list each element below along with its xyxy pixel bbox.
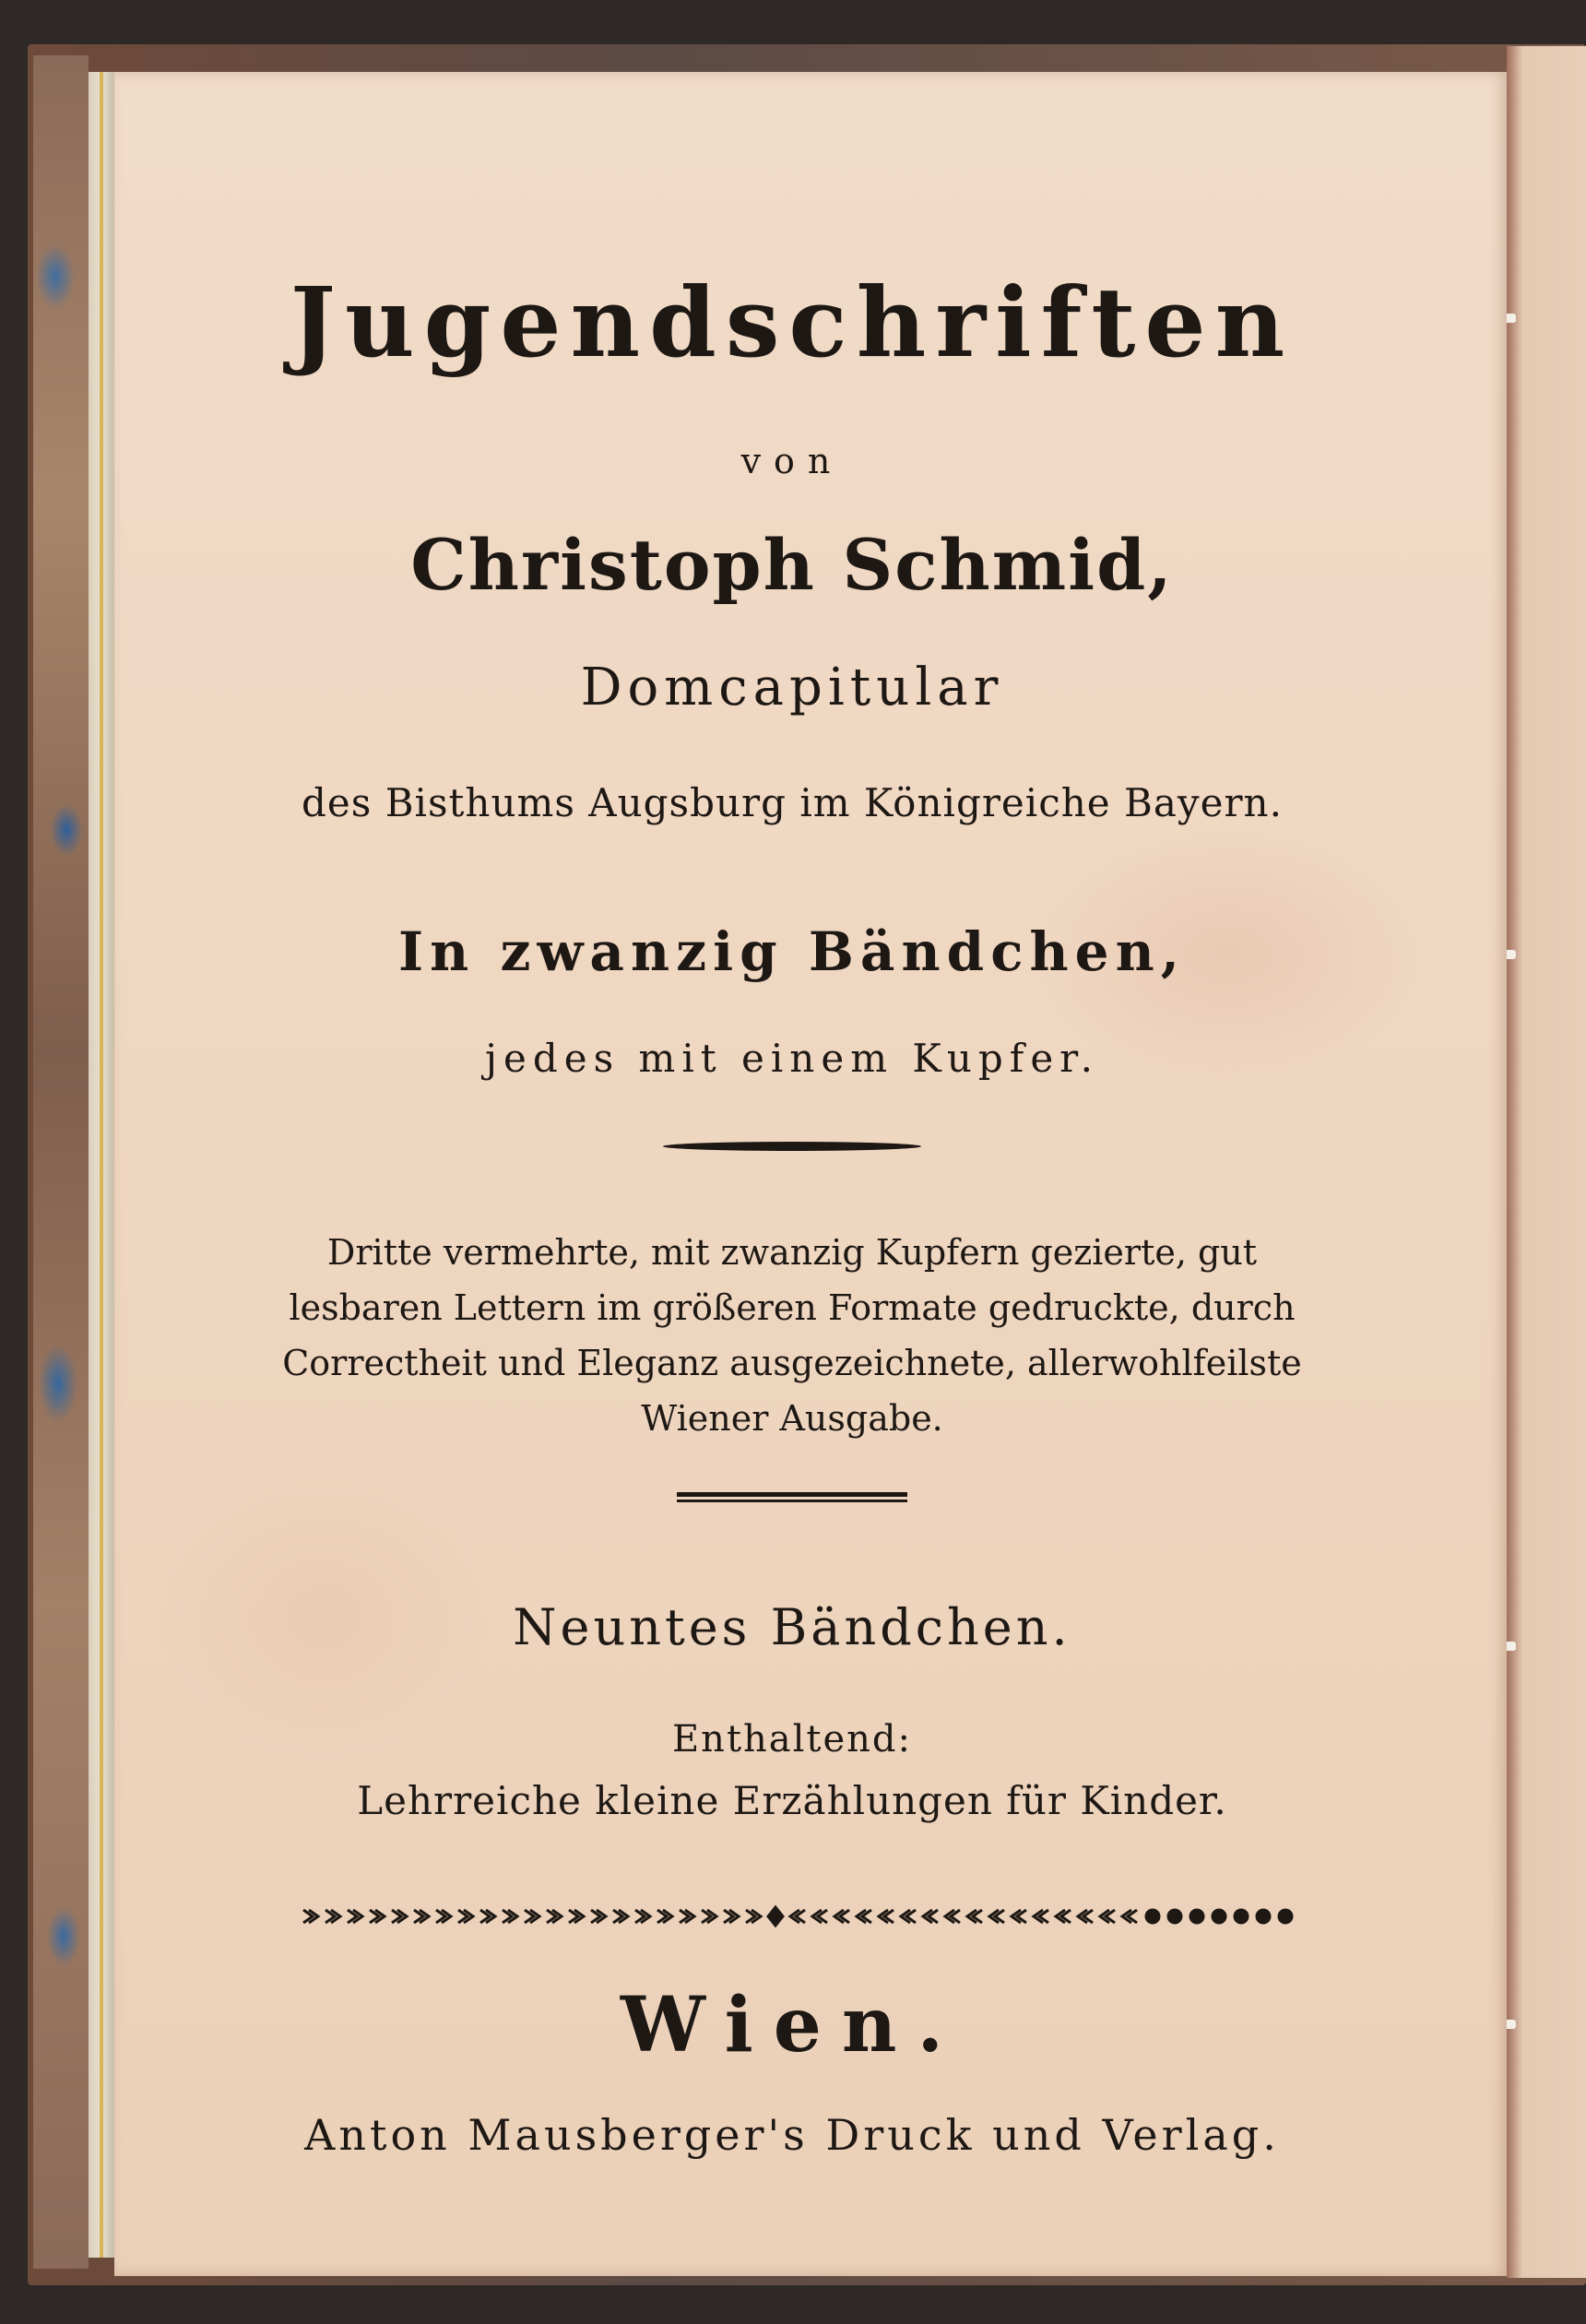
- ornament-glyph: [635, 1910, 650, 1923]
- author-diocese: des Bisthums Augsburg im Königreiche Bayern.: [302, 780, 1283, 825]
- marbled-cover-edge: [33, 55, 89, 2269]
- ornamental-rule: [663, 1142, 921, 1151]
- edition-line: Correctheit und Eleganz ausgezeichnete, allerwohlfeilste: [282, 1343, 1302, 1383]
- ornament-glyph: [348, 1910, 362, 1923]
- volume-label: Neuntes Bändchen.: [513, 1598, 1071, 1656]
- ornament-glyph: [1034, 1910, 1048, 1923]
- ornament-glyph: [325, 1910, 340, 1923]
- ornament-glyph: [989, 1910, 1004, 1923]
- ornament-glyph: [1146, 1910, 1159, 1923]
- ornament-glyph: [879, 1910, 894, 1923]
- ornament-glyph: [414, 1910, 429, 1923]
- ornament-glyph: [1012, 1910, 1026, 1923]
- ornamental-border-line: [294, 1903, 1308, 1930]
- volume-count: In zwanzig Bändchen,: [398, 920, 1186, 983]
- author-office: Domcapitular: [580, 658, 1004, 717]
- ornament-glyph: [503, 1910, 517, 1923]
- ornament-glyph: [525, 1910, 539, 1923]
- illustration-note: jedes mit einem Kupfer.: [485, 1036, 1099, 1081]
- ornament-glyph: [303, 1910, 318, 1923]
- ornament-glyph: [857, 1910, 871, 1923]
- ornament-glyph: [1190, 1910, 1203, 1923]
- ornament-glyph: [834, 1910, 849, 1923]
- book-title: Jugendschriften: [290, 266, 1295, 379]
- contents-label: Enthaltend:: [671, 1718, 913, 1761]
- ornament-glyph: [967, 1910, 982, 1923]
- title-page: [114, 72, 1507, 2276]
- ornament-glyph: [768, 1907, 783, 1926]
- gilt-edge-line: [100, 72, 103, 2258]
- ornament-glyph: [901, 1910, 916, 1923]
- ornament-glyph: [746, 1910, 761, 1923]
- ornament-glyph: [812, 1910, 827, 1923]
- ornament-glyph: [680, 1910, 694, 1923]
- ornament-glyph: [1213, 1910, 1225, 1923]
- ornament-glyph: [702, 1910, 716, 1923]
- edition-line: lesbaren Lettern im größeren Formate gedruckte, durch: [289, 1287, 1296, 1328]
- imprint-publisher: Anton Mausberger's Druck und Verlag.: [304, 2110, 1280, 2160]
- ornament-glyph: [657, 1910, 672, 1923]
- ornament-glyph: [1122, 1910, 1137, 1923]
- ornament-glyph: [724, 1910, 739, 1923]
- double-rule: [677, 1492, 907, 1502]
- edition-line: Dritte vermehrte, mit zwanzig Kupfern gezierte, gut: [326, 1232, 1258, 1273]
- ornament-glyph: [1279, 1910, 1292, 1923]
- ornament-glyph: [392, 1910, 407, 1923]
- ornament-glyph: [1078, 1910, 1093, 1923]
- ornament-glyph: [370, 1910, 385, 1923]
- ornament-glyph: [1100, 1910, 1115, 1923]
- by-line: von: [740, 441, 844, 481]
- ornament-glyph: [1235, 1910, 1248, 1923]
- ornament-glyph: [1168, 1910, 1181, 1923]
- ornament-glyph: [790, 1910, 805, 1923]
- ornament-glyph: [613, 1910, 628, 1923]
- ornament-glyph: [436, 1910, 451, 1923]
- edition-line: Wiener Ausgabe.: [641, 1398, 943, 1439]
- contents-description: Lehrreiche kleine Erzählungen für Kinder.: [357, 1778, 1227, 1823]
- ornament-glyph: [458, 1910, 473, 1923]
- ornament-glyph: [1257, 1910, 1270, 1923]
- ornament-glyph: [480, 1910, 495, 1923]
- ornament-glyph: [547, 1910, 562, 1923]
- ornament-glyph: [923, 1910, 938, 1923]
- ornament-glyph: [591, 1910, 606, 1923]
- adjacent-page-edge: [1507, 46, 1586, 2278]
- author-name: Christoph Schmid,: [410, 524, 1174, 606]
- imprint-city: Wien.: [620, 1981, 965, 2069]
- ornament-glyph: [569, 1910, 584, 1923]
- ornament-glyph: [945, 1910, 960, 1923]
- ornament-glyph: [1056, 1910, 1071, 1923]
